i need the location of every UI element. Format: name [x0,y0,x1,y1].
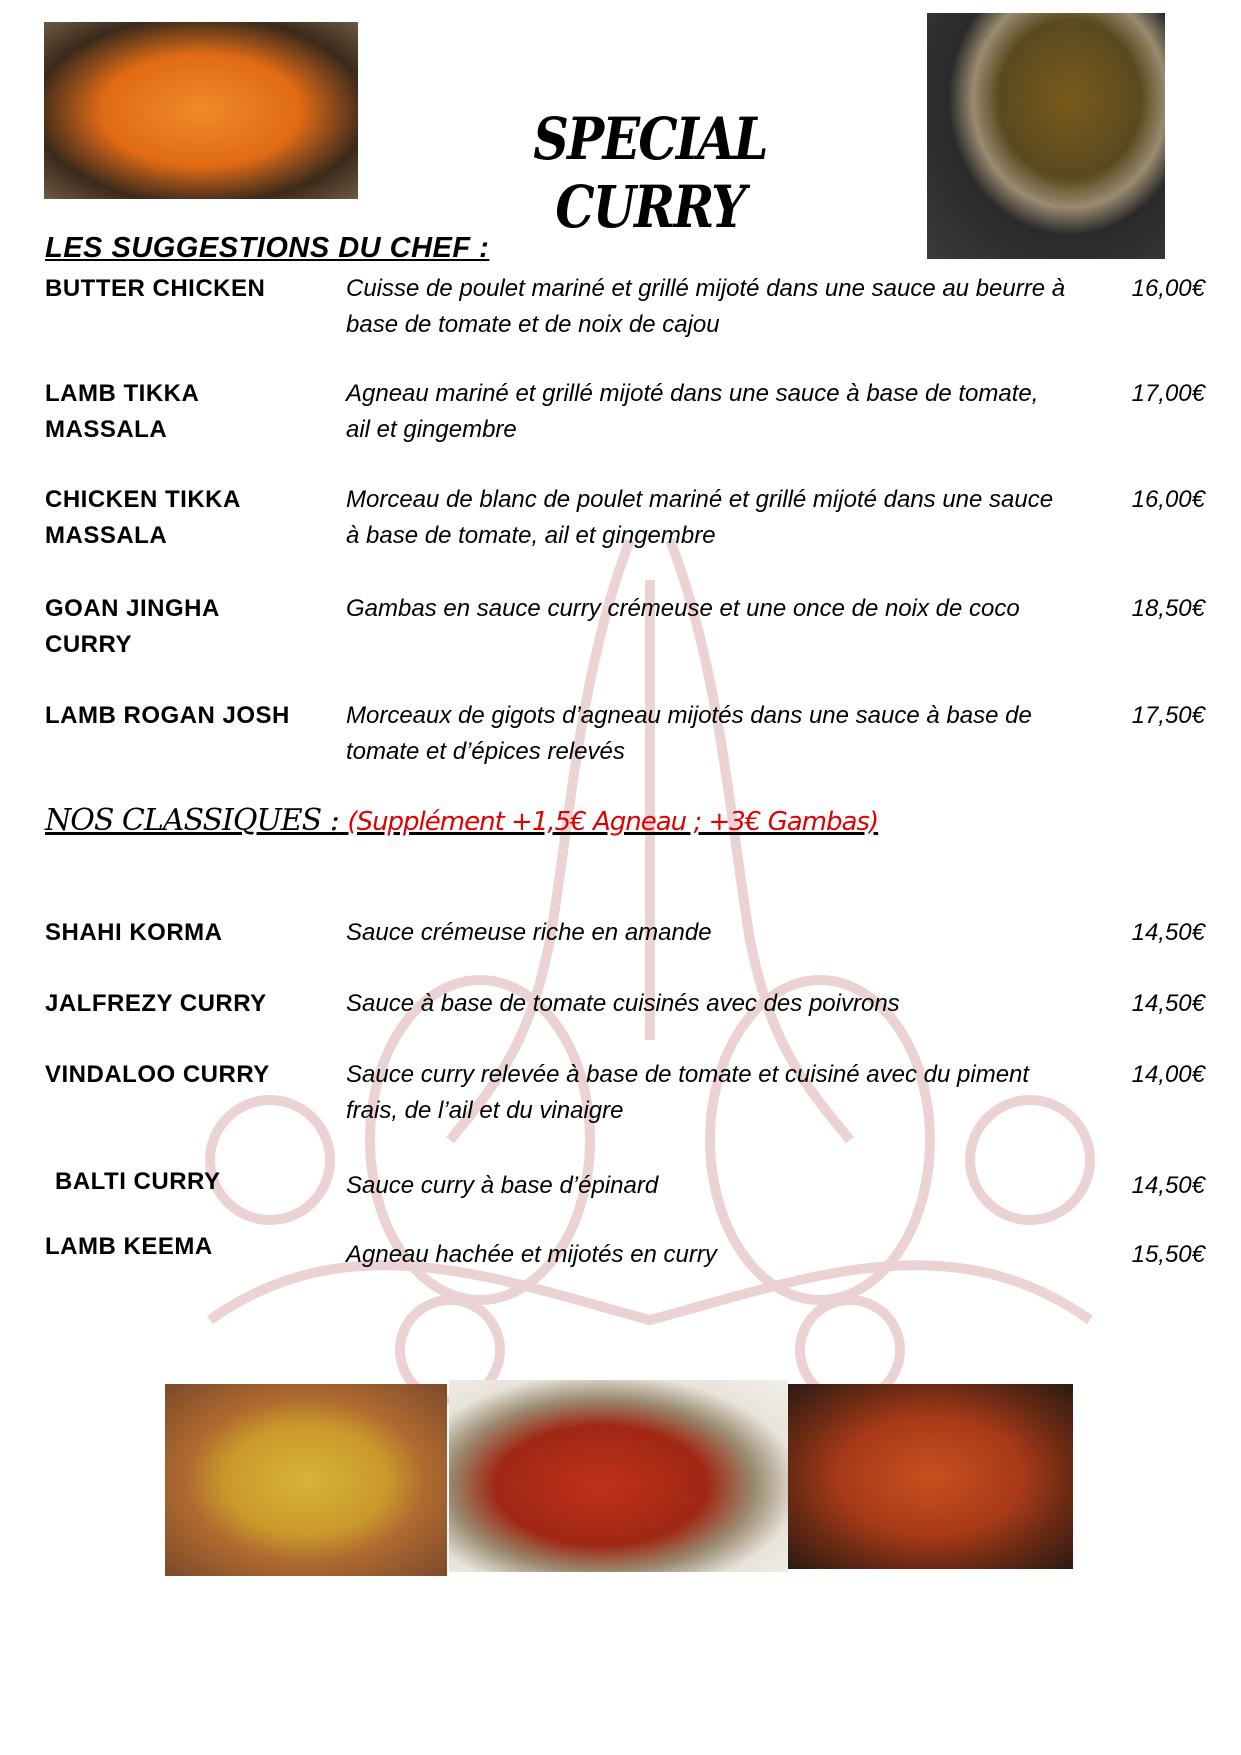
item-name: LAMB ROGAN JOSH [45,702,290,729]
item-price: 17,50€ [1131,702,1205,729]
classiques-heading [45,803,878,838]
item-name: LAMB TIKKA MASSALA [45,380,199,443]
item-description: Sauce curry relevée à base de tomate et cuisiné avec du piment frais, de l’ail et du vinaigre [346,1061,1030,1124]
item-description: Cuisse de poulet mariné et grillé mijoté dans une sauce au beurre à base de tomate et de noix de cajou [346,275,1066,338]
item-description: Sauce à base de tomate cuisinés avec des poivrons [346,990,900,1017]
page-title: SPECIAL CURRY [533,105,767,241]
suggestions-heading: LES SUGGESTIONS DU CHEF : [45,232,490,264]
item-price: 14,00€ [1131,1061,1205,1088]
item-description: Gambas en sauce curry crémeuse et une once de noix de coco [346,595,1020,622]
item-price: 16,00€ [1131,486,1205,513]
item-description: Agneau mariné et grillé mijoté dans une sauce à base de tomate, ail et gingembre [346,380,1039,443]
item-name: CHICKEN TIKKA MASSALA [45,486,240,549]
curry-bowl-photo [927,13,1165,259]
item-name: VINDALOO CURRY [45,1061,270,1088]
item-price: 14,50€ [1131,990,1205,1017]
supplement-note: (Supplément +1,5€ Agneau ; +3€ Gambas) [347,807,879,837]
chicken-curry-photo [788,1384,1073,1569]
item-price: 17,00€ [1131,380,1205,407]
praying-hands-watermark [150,520,1150,1420]
item-price: 15,50€ [1131,1241,1205,1268]
korma-photo [165,1384,447,1576]
item-price: 16,00€ [1131,275,1205,302]
item-name: GOAN JINGHA CURRY [45,595,219,658]
item-price: 18,50€ [1131,595,1205,622]
classiques-title: NOS CLASSIQUES : [45,803,339,838]
item-name: SHAHI KORMA [45,919,223,946]
item-description: Morceau de blanc de poulet mariné et grillé mijoté dans une sauce à base de tomate, ail et gingembre [346,486,1054,549]
item-description: Sauce crémeuse riche en amande [346,919,712,946]
item-description: Agneau hachée et mijotés en curry [346,1241,717,1268]
item-name: LAMB KEEMA [45,1233,213,1260]
item-description: Sauce curry à base d’épinard [346,1172,659,1199]
item-name: BUTTER CHICKEN [45,275,266,302]
item-name: BALTI CURRY [55,1168,221,1195]
rogan-josh-photo [449,1380,788,1572]
item-price: 14,50€ [1131,1172,1205,1199]
item-name: JALFREZY CURRY [45,990,267,1017]
butter-chicken-photo [44,22,358,199]
item-description: Morceaux de gigots d’agneau mijotés dans une sauce à base de tomate et d’épices relevés [346,702,1032,765]
item-price: 14,50€ [1131,919,1205,946]
